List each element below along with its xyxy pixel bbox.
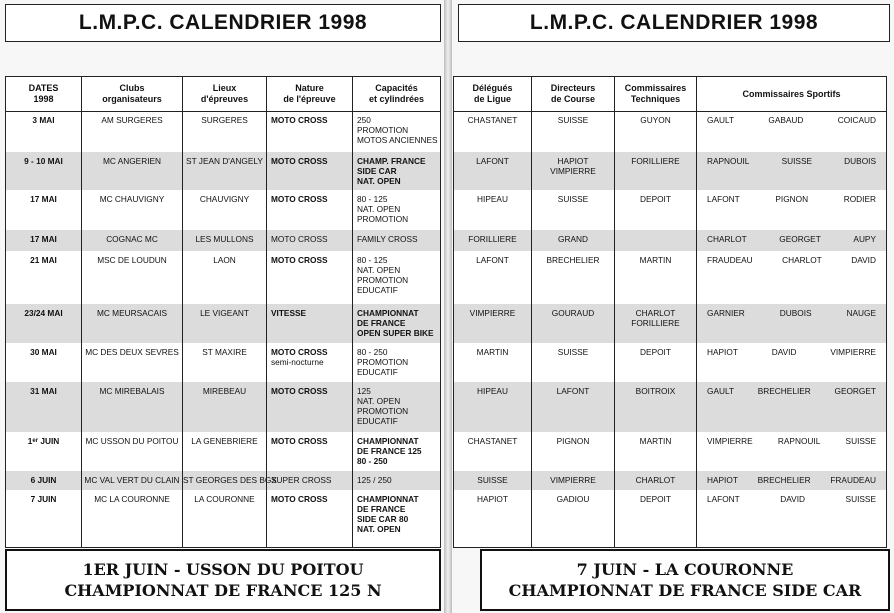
nature-label: MOTO CROSS (271, 156, 328, 166)
nature-cell (267, 343, 353, 382)
delegue-cell: MARTIN (454, 343, 532, 382)
banner-left-line-2: CHAMPIONNAT DE FRANCE 125 N (64, 581, 382, 600)
delegue-cell: CHASTANET (454, 111, 532, 152)
capacite-cell: 250 PROMOTION MOTOS ANCIENNES (357, 115, 438, 145)
tech-cell: GUYON (615, 111, 697, 152)
lieu-cell: ST GEORGES DES BGX (183, 471, 267, 490)
capacite-cell: 80 - 125 NAT. OPEN PROMOTION (357, 194, 409, 224)
tech-cell: MARTIN (615, 432, 697, 471)
header-cell: Lieux d'épreuves (183, 77, 267, 111)
club-cell: MC USSON DU POITOU (82, 432, 183, 471)
capacite-cell: CHAMP. FRANCE SIDE CAR NAT. OPEN (357, 156, 426, 186)
date-cell: 21 MAI (6, 251, 82, 304)
directeur-cell: BRECHELIER (532, 251, 615, 304)
nature-cell (267, 304, 353, 343)
sportifs-cell (697, 343, 886, 382)
table-row (6, 304, 440, 343)
capacite-cell: CHAMPIONNAT DE FRANCE 125 80 - 250 (357, 436, 422, 466)
sportif-name: FRAUDEAU (830, 475, 876, 485)
nature-cell (267, 382, 353, 432)
table-row (454, 471, 886, 490)
delegue-cell: FORILLIERE (454, 230, 532, 251)
banner-right-line-2: CHAMPIONNAT DE FRANCE SIDE CAR (508, 581, 862, 600)
club-cell: MC DES DEUX SEVRES (82, 343, 183, 382)
sportif-name: DUBOIS (844, 156, 876, 166)
nature-label: SUPER CROSS (271, 475, 332, 485)
directeur-cell: GOURAUD (532, 304, 615, 343)
sportif-name: DAVID (771, 347, 797, 357)
table-row (454, 230, 886, 251)
tech-cell: CHARLOT FORILLIERE (615, 304, 697, 343)
table-row (454, 343, 886, 382)
sportif-name: VIMPIERRE (707, 436, 753, 446)
table-row (6, 471, 440, 490)
header-cell: Clubs organisateurs (82, 77, 183, 111)
capacite-cell: 125 / 250 (357, 475, 392, 485)
sportif-name: SUISSE (845, 436, 876, 446)
date-cell: 31 MAI (6, 382, 82, 432)
sportifs-cell (697, 471, 886, 490)
sportif-name: NAUGE (846, 308, 876, 318)
sportif-name: GABAUD (768, 115, 804, 125)
sportif-name: VIMPIERRE (830, 347, 876, 357)
lieu-cell: LA COURONNE (183, 490, 267, 547)
sportif-name: LAFONT (707, 494, 740, 504)
sportifs-cell (697, 432, 886, 471)
title-left: L.M.P.C. CALENDRIER 1998 (5, 4, 441, 42)
club-cell: MC VAL VERT DU CLAIN (82, 471, 183, 490)
date-cell: 6 JUIN (6, 471, 82, 490)
lieu-cell: MIREBEAU (183, 382, 267, 432)
nature-label: MOTO CROSS (271, 347, 328, 357)
date-cell: 30 MAI (6, 343, 82, 382)
sportifs-cell (697, 111, 886, 152)
delegue-cell: HIPEAU (454, 382, 532, 432)
nature-label: VITESSE (271, 308, 307, 318)
date-cell: 17 MAI (6, 190, 82, 230)
lieu-cell: LE VIGEANT (183, 304, 267, 343)
nature-label: MOTO CROSS (271, 115, 328, 125)
sportif-name: HAPIOT (707, 475, 738, 485)
tech-cell: MARTIN (615, 251, 697, 304)
directeur-cell: SUISSE (532, 111, 615, 152)
table-row (6, 251, 440, 304)
lieu-cell: CHAUVIGNY (183, 190, 267, 230)
directeur-cell: LAFONT (532, 382, 615, 432)
capacite-cell: 125 NAT. OPEN PROMOTION EDUCATIF (357, 386, 409, 426)
date-month: JUIN (38, 436, 60, 446)
nature-cell (267, 471, 353, 490)
lieu-cell: ST JEAN D'ANGELY (183, 152, 267, 190)
table-row (454, 190, 886, 230)
table-row (454, 432, 886, 471)
sportif-name: BRECHELIER (757, 386, 811, 396)
table-row (454, 382, 886, 432)
nature-cell (267, 230, 353, 251)
table-row (6, 152, 440, 190)
capacite-cell: CHAMPIONNAT DE FRANCE OPEN SUPER BIKE (357, 308, 434, 338)
club-cell: AM SURGERES (82, 111, 183, 152)
directeur-cell: HAPIOT VIMPIERRE (532, 152, 615, 190)
sportifs-cell (697, 251, 886, 304)
capacite-cell: 80 - 125 NAT. OPEN PROMOTION EDUCATIF (357, 255, 409, 295)
capacite-cell: 80 - 250 PROMOTION EDUCATIF (357, 347, 409, 377)
sportif-name: RAPNOUIL (777, 436, 821, 446)
delegue-cell: LAFONT (454, 152, 532, 190)
table-row (454, 490, 886, 547)
delegue-cell: LAFONT (454, 251, 532, 304)
table-row (6, 190, 440, 230)
nature-cell (267, 251, 353, 304)
date-cell: 17 MAI (6, 230, 82, 251)
nature-label: MOTO CROSS (271, 386, 328, 396)
table-row (454, 304, 886, 343)
club-cell: MSC DE LOUDUN (82, 251, 183, 304)
sportif-name: PIGNON (775, 194, 809, 204)
sportif-name: DUBOIS (779, 308, 812, 318)
sportif-name: LAFONT (707, 194, 740, 204)
club-cell: COGNAC MC (82, 230, 183, 251)
sportif-name: BRECHELIER (757, 475, 811, 485)
date-cell: 3 MAI (6, 111, 82, 152)
header-cell: Nature de l'épreuve (267, 77, 353, 111)
sportif-name: FRAUDEAU (707, 255, 753, 265)
capacite-cell: FAMILY CROSS (357, 234, 418, 244)
sportif-name: RODIER (843, 194, 876, 204)
directeur-cell: GADIOU (532, 490, 615, 547)
lieu-cell: ST MAXIRE (183, 343, 267, 382)
tech-cell: DEPOIT (615, 490, 697, 547)
tech-cell: FORILLIERE (615, 152, 697, 190)
sportif-name: SUISSE (845, 494, 876, 504)
sportif-name: COICAUD (837, 115, 876, 125)
header-cell: DATES 1998 (6, 77, 82, 111)
date-cell: 7 JUIN (6, 490, 82, 547)
tech-cell: CHARLOT (615, 471, 697, 490)
table-row (6, 382, 440, 432)
sportif-name: GARNIER (707, 308, 745, 318)
nature-cell (267, 190, 353, 230)
table-row (6, 490, 440, 547)
club-cell: MC MEURSACAIS (82, 304, 183, 343)
directeur-cell: GRAND (532, 230, 615, 251)
tech-cell: DEPOIT (615, 343, 697, 382)
date-sup: er (32, 438, 39, 444)
sportifs-cell (697, 230, 886, 251)
title-right: L.M.P.C. CALENDRIER 1998 (458, 4, 890, 42)
calendar-table-left (5, 76, 441, 548)
calendar-table-right (453, 76, 887, 548)
sportif-name: HAPIOT (707, 347, 738, 357)
date-day: 1 (27, 436, 33, 446)
lieu-cell: SURGERES (183, 111, 267, 152)
delegue-cell: SUISSE (454, 471, 532, 490)
lieu-cell: LAON (183, 251, 267, 304)
table-row (454, 111, 886, 152)
delegue-cell: HAPIOT (454, 490, 532, 547)
sportif-name: DAVID (851, 255, 876, 265)
sportif-name: GAULT (707, 386, 735, 396)
directeur-cell: SUISSE (532, 190, 615, 230)
date-cell: 9 - 10 MAI (6, 152, 82, 190)
club-cell: MC CHAUVIGNY (82, 190, 183, 230)
table-row (454, 152, 886, 190)
header-cell: Commissaires Sportifs (742, 88, 841, 99)
banner-right (480, 549, 890, 611)
nature-sub: semi-nocturne (271, 357, 324, 367)
banner-left-line-1: 1ER JUIN - USSON DU POITOU (82, 560, 364, 579)
header-cell: Directeurs de Course (532, 77, 615, 111)
sportif-name: GEORGET (834, 386, 876, 396)
delegue-cell: VIMPIERRE (454, 304, 532, 343)
nature-cell (267, 432, 353, 471)
sportifs-cell (697, 304, 886, 343)
header-cell: Délégués de Ligue (454, 77, 532, 111)
nature-cell (267, 111, 353, 152)
nature-cell (267, 490, 353, 547)
tech-cell: BOITROIX (615, 382, 697, 432)
date-cell (6, 432, 82, 471)
date-cell: 23/24 MAI (6, 304, 82, 343)
header-cell: Commissaires Techniques (615, 77, 697, 111)
table-header-right (454, 77, 886, 112)
capacite-cell: CHAMPIONNAT DE FRANCE SIDE CAR 80 NAT. OPEN (357, 494, 419, 534)
tech-cell: DEPOIT (615, 190, 697, 230)
table-header-left (6, 77, 440, 112)
sportif-name: CHARLOT (707, 234, 747, 244)
header-cell: Capacités et cylindrées (368, 83, 425, 104)
table-row (6, 343, 440, 382)
sportif-name: SUISSE (781, 156, 813, 166)
table-row (6, 432, 440, 471)
lieu-cell: LA GENEBRIERE (183, 432, 267, 471)
nature-label: MOTO CROSS (271, 494, 328, 504)
sportif-name: DAVID (780, 494, 806, 504)
sportifs-cell (697, 152, 886, 190)
sportifs-cell (697, 190, 886, 230)
sportif-name: AUPY (853, 234, 876, 244)
lieu-cell: LES MULLONS (183, 230, 267, 251)
sportif-name: GAULT (707, 115, 735, 125)
nature-label: MOTO CROSS (271, 234, 328, 244)
club-cell: MC ANGERIEN (82, 152, 183, 190)
club-cell: MC MIREBALAIS (82, 382, 183, 432)
nature-cell (267, 152, 353, 190)
sportif-name: GEORGET (779, 234, 821, 244)
table-row (6, 111, 440, 152)
sportifs-cell (697, 490, 886, 547)
sportif-name: RAPNOUIL (707, 156, 750, 166)
nature-label: MOTO CROSS (271, 436, 328, 446)
banner-left (5, 549, 441, 611)
sportif-name: CHARLOT (782, 255, 822, 265)
delegue-cell: HIPEAU (454, 190, 532, 230)
nature-label: MOTO CROSS (271, 255, 328, 265)
directeur-cell: PIGNON (532, 432, 615, 471)
tech-cell (615, 230, 697, 251)
nature-label: MOTO CROSS (271, 194, 328, 204)
table-row (454, 251, 886, 304)
club-cell: MC LA COURONNE (82, 490, 183, 547)
page-gutter (444, 0, 452, 613)
directeur-cell: SUISSE (532, 343, 615, 382)
delegue-cell: CHASTANET (454, 432, 532, 471)
directeur-cell: VIMPIERRE (532, 471, 615, 490)
sportifs-cell (697, 382, 886, 432)
banner-right-line-1: 7 JUIN - LA COURONNE (576, 560, 794, 579)
table-row (6, 230, 440, 251)
